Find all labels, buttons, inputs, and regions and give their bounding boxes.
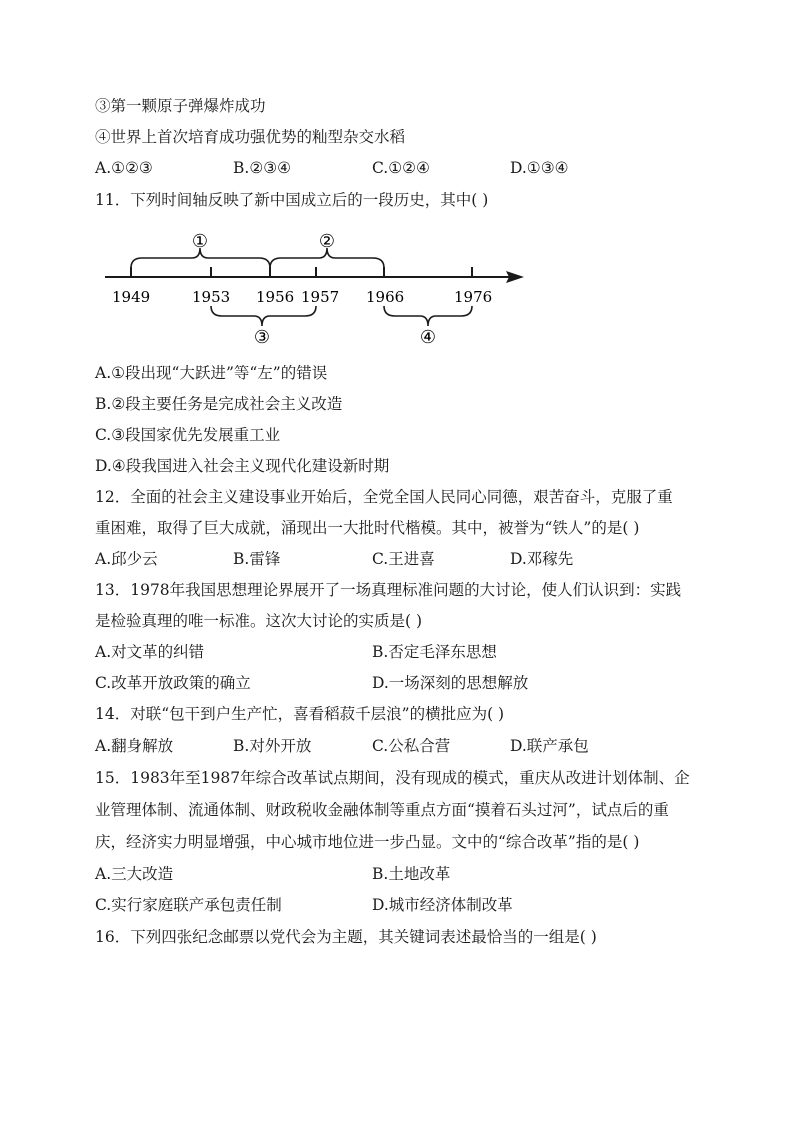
q12-option-c: C.王进喜 — [372, 550, 435, 568]
brace-segment-4 — [384, 306, 472, 326]
q14-stem: 14．对联“包干到户生产忙，喜看稻菽千层浪”的横批应为( ) — [95, 705, 505, 723]
q11-option-d: D.④段我国进入社会主义现代化建设新时期 — [95, 457, 390, 475]
q10-option-c: C.①②④ — [372, 159, 430, 177]
year-label-1957: 1957 — [301, 288, 340, 306]
year-label-1966: 1966 — [366, 288, 405, 306]
q15-stem-line-2: 业管理体制、流通体制、财政税收金融体制等重点方面“摸着石头过河”，试点后的重 — [95, 801, 669, 819]
q13-option-a: A.对文革的纠错 — [95, 643, 205, 661]
segment-label-1: ① — [191, 231, 209, 252]
q13-stem-line-2: 是检验真理的唯一标准。这次大讨论的实质是( ) — [95, 612, 423, 630]
year-label-1976: 1976 — [454, 288, 493, 306]
year-label-1956: 1956 — [256, 288, 295, 306]
q12-stem-line-1: 12．全面的社会主义建设事业开始后，全党全国人民同心同德，艰苦奋斗，克服了重 — [95, 488, 673, 506]
q11-option-b: B.②段主要任务是完成社会主义改造 — [95, 395, 343, 413]
q13-stem-line-1: 13．1978年我国思想理论界展开了一场真理标准问题的大讨论，使人们认识到：实践 — [95, 581, 682, 599]
q10-item-4: ④世界上首次培育成功强优势的籼型杂交水稻 — [95, 128, 406, 146]
q15-stem-line-1: 15．1983年至1987年综合改革试点期间，没有现成的模式，重庆从改进计划体制、企 — [95, 769, 690, 787]
segment-label-4: ④ — [419, 327, 437, 347]
q15-option-d: D.城市经济体制改革 — [372, 896, 513, 914]
q12-option-a: A.邱少云 — [95, 550, 158, 568]
q11-stem: 11．下列时间轴反映了新中国成立后的一段历史，其中( ) — [95, 191, 489, 209]
q15-stem-line-3: 庆，经济实力明显增强，中心城市地位进一步凸显。文中的“综合改革”指的是( ) — [95, 833, 640, 851]
q14-option-d: D.联产承包 — [510, 737, 589, 755]
q15-option-a: A.三大改造 — [95, 865, 174, 883]
q10-item-3: ③第一颗原子弹爆炸成功 — [95, 97, 266, 115]
q14-option-a: A.翻身解放 — [95, 737, 174, 755]
q12-stem-line-2: 重困难，取得了巨大成就，涌现出一大批时代楷模。其中，被誉为“铁人”的是( ) — [95, 519, 640, 537]
segment-label-2: ② — [318, 231, 336, 252]
q11-option-c: C.③段国家优先发展重工业 — [95, 426, 281, 444]
q10-option-a: A.①②③ — [95, 159, 153, 177]
q13-option-d: D.一场深刻的思想解放 — [372, 674, 529, 692]
q14-option-c: C.公私合营 — [372, 737, 451, 755]
brace-segment-3 — [211, 306, 316, 326]
q10-option-d: D.①③④ — [510, 159, 569, 177]
timeline-diagram — [100, 222, 530, 347]
q14-option-b: B.对外开放 — [233, 737, 312, 755]
year-label-1949: 1949 — [112, 288, 151, 306]
q11-option-a: A.①段出现“大跃进”等“左”的错误 — [95, 364, 328, 382]
q12-option-b: B.雷锋 — [233, 550, 281, 568]
q13-option-b: B.否定毛泽东思想 — [372, 643, 497, 661]
q16-stem: 16．下列四张纪念邮票以党代会为主题，其关键词表述最恰当的一组是( ) — [95, 928, 597, 946]
q12-option-d: D.邓稼先 — [510, 550, 574, 568]
year-label-1953: 1953 — [192, 288, 231, 306]
q10-option-b: B.②③④ — [233, 159, 292, 177]
q15-option-c: C.实行家庭联产承包责任制 — [95, 896, 282, 914]
q15-option-b: B.土地改革 — [372, 865, 451, 883]
q13-option-c: C.改革开放政策的确立 — [95, 674, 251, 692]
segment-label-3: ③ — [253, 327, 271, 347]
